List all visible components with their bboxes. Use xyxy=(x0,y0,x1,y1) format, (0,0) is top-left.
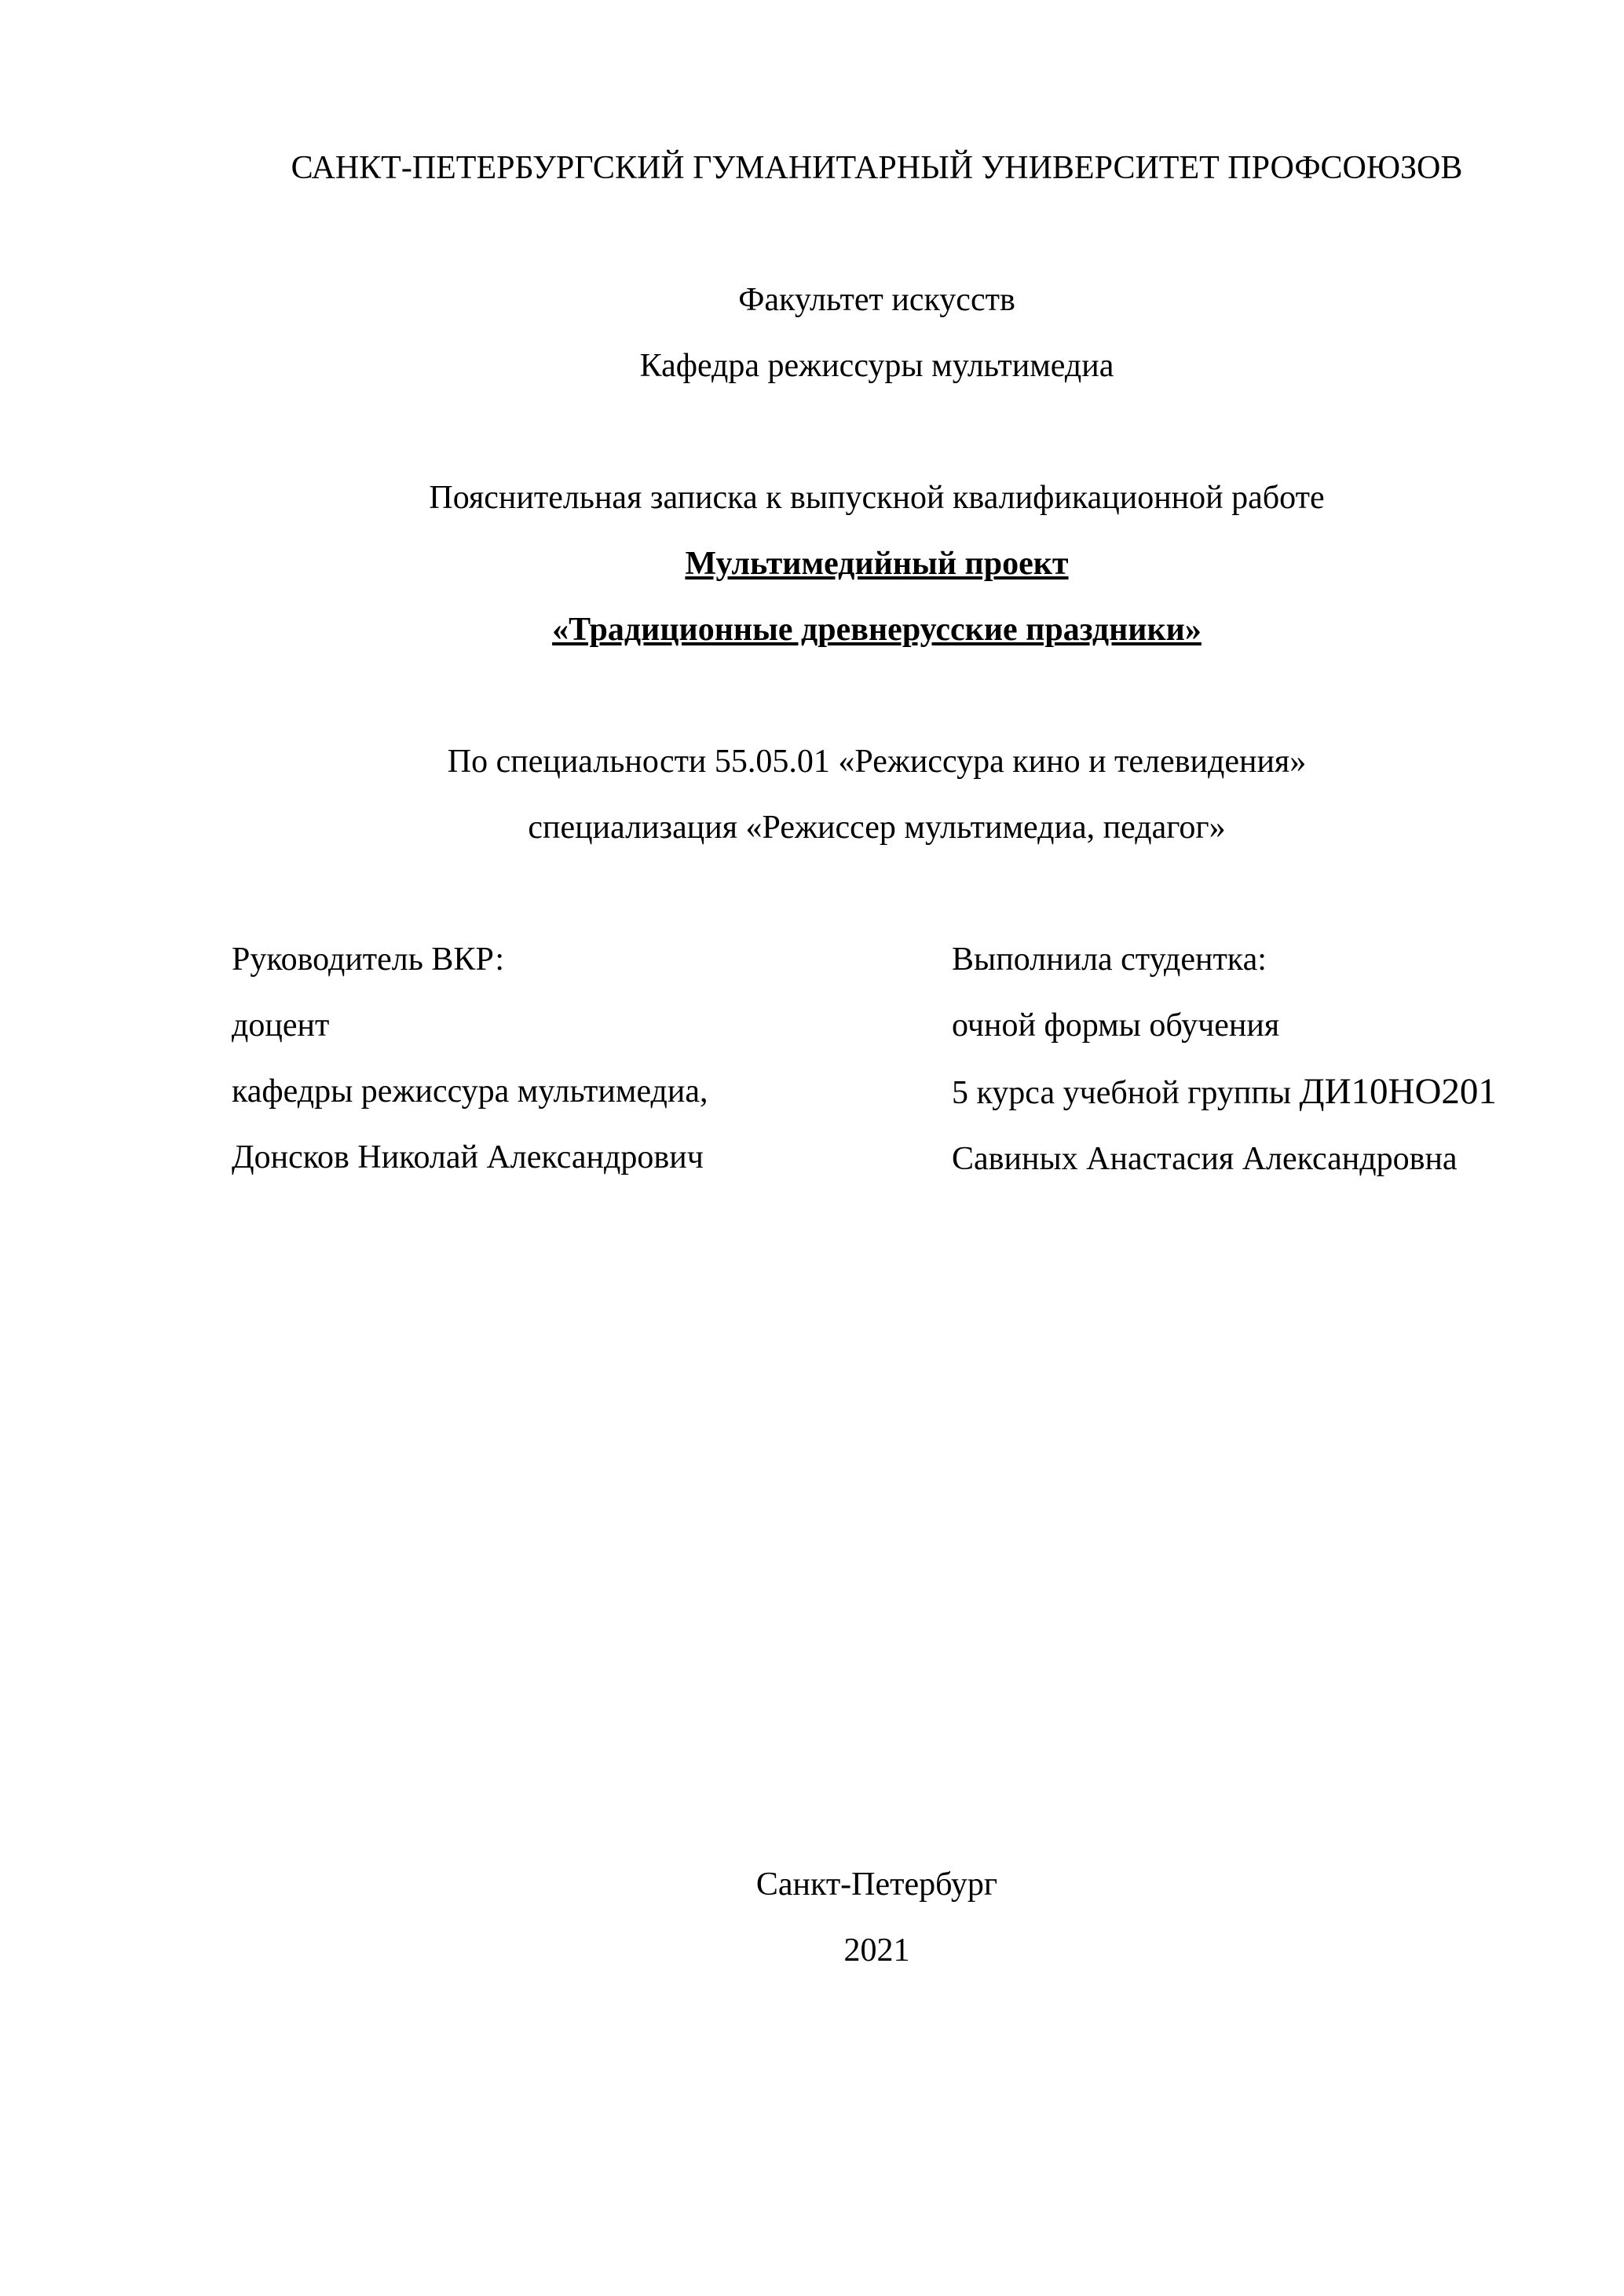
advisor-department: кафедры режиссура мультимедиа, xyxy=(232,1073,708,1110)
student-group-code: ДИ10НО201 xyxy=(1299,1071,1497,1112)
student-label: Выполнила студентка: xyxy=(952,941,1267,978)
specialization-line: специализация «Режиссер мультимедиа, педагог» xyxy=(528,810,1226,846)
year-line: 2021 xyxy=(843,1932,910,1969)
student-group-prefix: 5 курса учебной группы xyxy=(952,1075,1300,1111)
city-line: Санкт-Петербург xyxy=(755,1866,998,1903)
project-title-text-1: Мультимедийный проект xyxy=(685,546,1069,582)
advisor-name: Донсков Николай Александрович xyxy=(232,1139,704,1175)
advisor-label: Руководитель ВКР: xyxy=(232,941,505,978)
advisor-position: доцент xyxy=(232,1007,330,1044)
project-title-line-2 xyxy=(232,597,1522,663)
specialty-line: По специальности 55.05.01 «Режиссура кино и телевидения» xyxy=(447,744,1307,780)
student-name: Савиных Анастасия Александровна xyxy=(952,1141,1458,1177)
project-title-text-2: «Традиционные древнерусские праздники» xyxy=(552,612,1202,648)
advisor-column xyxy=(232,927,952,1192)
signature-block xyxy=(232,927,1522,1192)
student-study-form: очной формы обучения xyxy=(952,1007,1280,1044)
work-type-line: Пояснительная записка к выпускной квалификационной работе xyxy=(429,480,1325,516)
faculty-line: Факультет искусств xyxy=(738,282,1015,318)
department-line: Кафедра режиссуры мультимедиа xyxy=(639,348,1114,384)
student-group-line xyxy=(952,1058,1522,1126)
university-name: САНКТ-ПЕТЕРБУРГСКИЙ ГУМАНИТАРНЫЙ УНИВЕРСИТЕТ ПРОФСОЮЗОВ xyxy=(291,150,1463,186)
project-title-line-1 xyxy=(232,531,1522,597)
student-column xyxy=(952,927,1522,1192)
